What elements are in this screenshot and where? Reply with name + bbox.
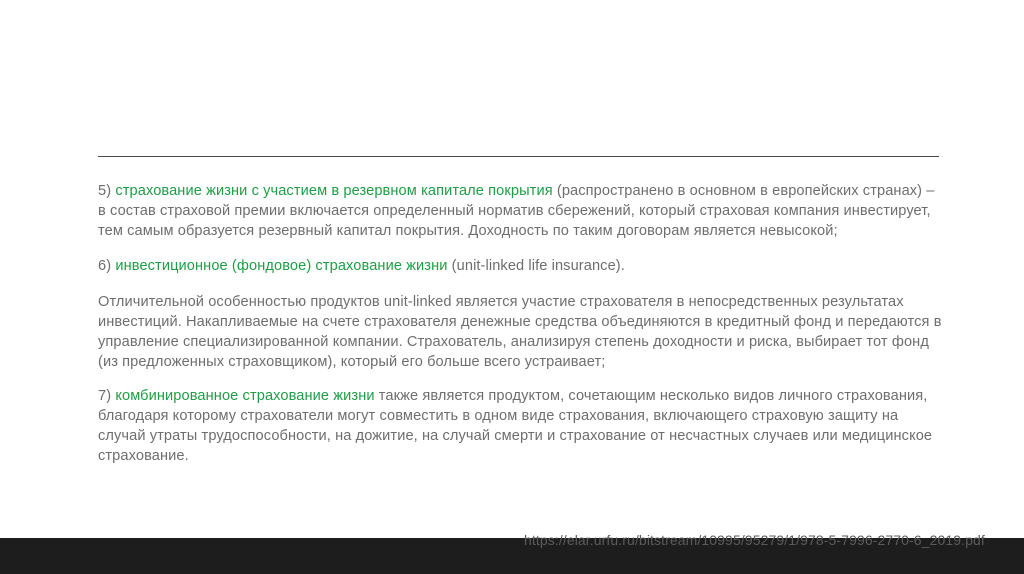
paragraph-item-5 — [98, 181, 943, 241]
slide-body — [98, 181, 943, 466]
highlighted-term: инвестиционное (фондовое) страхование жизни — [115, 258, 448, 274]
item-text: (unit-linked life insurance). — [451, 258, 625, 274]
divider-line — [98, 156, 939, 157]
item-number: 5) — [98, 183, 112, 199]
highlighted-term: страхование жизни с участием в резервном капитале покрытия — [115, 183, 553, 199]
highlighted-term: комбинированное страхование жизни — [115, 388, 375, 404]
item-number: 7) — [98, 388, 112, 404]
paragraph-unit-linked — [98, 292, 943, 372]
paragraph-item-7 — [98, 386, 943, 466]
paragraph-text: Отличительной особенностью продуктов unit-linked является участие страхователя в непосредственных результатах инвестиций. Накапливаемые на счете страхователя денежные средства объединяются в кредитный фонд и передаются в управление специализированной компании. Страхователь, анализируя степень доходности и риска, выбирает тот фонд (из предложенных страховщиком), который его больше всего устраивает; — [98, 294, 942, 370]
item-number: 6) — [98, 258, 112, 274]
source-link[interactable]: https://elar.urfu.ru/bitstream/10995/95279/1/978-5-7996-2770-6_2019.pdf — [524, 532, 985, 548]
item-text: (распространено в основном в европейских странах) – в состав страховой премии включается определенный норматив сбережений, который страховая компания инвестирует, тем самым образуется резервный капитал покрытия. Доходность по таким договорам является невысокой; — [98, 183, 935, 239]
item-text: также является продуктом, сочетающим несколько видов личного страхования, благодаря которому страхователи могут совместить в одном виде страхования, включающего страховую защиту на случай утраты трудоспособности, на дожитие, на случай смерти и страхование от несчастных случаев или медицинское страхование. — [98, 388, 933, 464]
paragraph-item-6 — [98, 256, 943, 276]
